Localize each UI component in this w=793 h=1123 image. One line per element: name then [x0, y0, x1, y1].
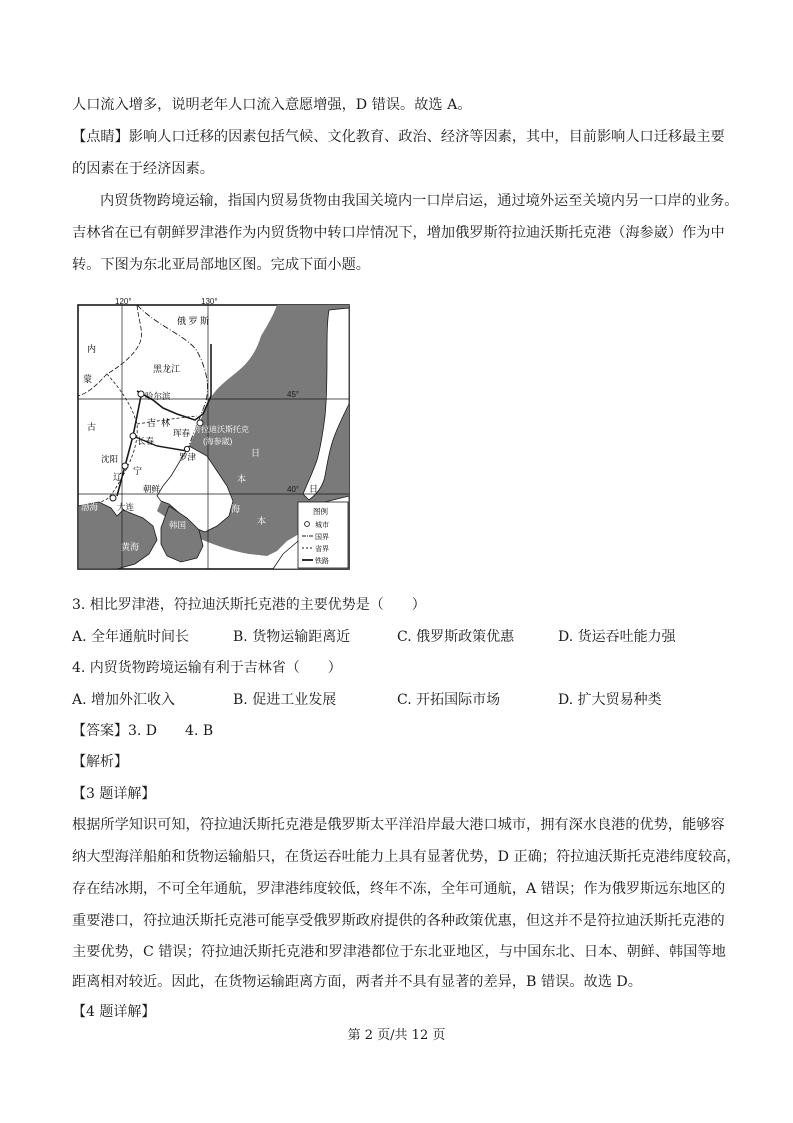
map-label: 日: [251, 448, 261, 458]
map-label: 长春: [137, 436, 155, 446]
detail-3-tag: 【3 题详解】: [72, 786, 156, 802]
detail-3-line: 纳大型海洋船舶和货物运输船只，在货运吞吐能力上具有显著优势，D 正确；符拉迪沃斯托克港纬度较高，: [72, 849, 741, 865]
map-label: 本: [237, 474, 247, 484]
legend-city: 城市: [315, 522, 329, 529]
tip-text: 影响人口迁移的因素包括气候、文化教育、政治、经济等因素，其中，目前影响人口迁移最主要: [128, 129, 725, 145]
map-label: (海参崴): [203, 437, 233, 446]
map-label: 辽: [113, 472, 123, 482]
map-label: 林: [161, 418, 171, 428]
map-label: 沈阳: [101, 454, 119, 464]
q3-option-d: D. 货运吞吐能力强: [558, 629, 676, 645]
detail-3-line: 存在结冰期，不可全年通航，罗津港纬度较低，终年不冻，全年可通航，A 错误；作为俄罗斯远东地区的: [72, 881, 726, 897]
text-line: 内贸货物跨境运输，指国内贸易货物由我国关境内一口岸启运，通过境外运至关境内另一口岸的业务。: [100, 193, 739, 209]
legend-national: 国界: [315, 534, 329, 541]
map-label: 韩国: [169, 520, 187, 530]
page-footer: 第 2 页/共 12 页: [347, 1028, 446, 1043]
map-label: 罗津: [179, 452, 197, 462]
answer-line: [72, 722, 213, 740]
map-label: 古: [87, 422, 97, 432]
map-label: 本: [257, 516, 267, 526]
detail-3-line: 根据所学知识可知，符拉迪沃斯托克港是俄罗斯太平洋沿岸最大港口城市，拥有深水良港的优势，能够容: [72, 817, 725, 833]
map-legend: [298, 502, 348, 568]
detail-4-tag: 【4 题详解】: [72, 1004, 156, 1020]
lon-120-label: 120°: [115, 297, 132, 306]
map-label: 日: [309, 484, 319, 494]
lon-130-label: 130°: [201, 297, 218, 306]
map-label: 蒙: [83, 374, 93, 384]
map-label: 黑龙江: [153, 364, 181, 374]
answer-value: 3. D 4. B: [128, 723, 214, 739]
northeast-asia-map: [77, 296, 350, 570]
map-label: 渤海: [81, 502, 99, 512]
map-label: 宁: [133, 466, 143, 476]
lat-40-label: 40°: [287, 485, 300, 494]
detail-3-line: 重要港口，符拉迪沃斯托克港可能享受俄罗斯政府提供的各种政策优惠，但这并不是符拉迪沃斯托克港的: [72, 913, 725, 929]
text-line: 转。下图为东北亚局部地区图。完成下面小题。: [72, 257, 370, 273]
map-label: 朝鲜: [143, 484, 161, 494]
map-label: 俄 罗 斯: [177, 316, 210, 326]
legend-provincial: 省界: [315, 546, 329, 553]
q4-option-d: D. 扩大贸易种类: [558, 692, 662, 708]
map-label: 海: [231, 504, 241, 514]
q3-option-c: C. 俄罗斯政策优惠: [397, 629, 515, 645]
q3-option-a: A. 全年通航时间长: [72, 629, 190, 645]
text-line: 人口流入增多，说明老年人口流入意愿增强，D 错误。故选 A。: [72, 97, 472, 113]
lat-45-label: 45°: [287, 390, 300, 399]
question-4-stem: 4. 内贸货物跨境运输有利于吉林省（ ）: [72, 660, 342, 676]
map-label: 内: [87, 344, 97, 354]
map-label: 吉: [147, 418, 157, 428]
legend-railway: 铁路: [315, 558, 329, 565]
text-line: 的因素在于经济因素。: [72, 161, 214, 177]
tip-tag: 【点睛】: [72, 129, 129, 145]
question-3-stem: 3. 相比罗津港，符拉迪沃斯托克港的主要优势是（ ）: [72, 597, 426, 613]
map-label: 符拉迪沃斯托克: [193, 425, 249, 434]
text-line: [72, 128, 725, 146]
map-label: 大连: [117, 502, 135, 512]
answer-tag: 【答案】: [72, 723, 128, 739]
detail-3-line: 主要优势，C 错误；符拉迪沃斯托克港和罗津港都位于东北亚地区，与中国东北、日本、朝鲜、韩国等地: [72, 944, 726, 960]
q4-option-c: C. 开拓国际市场: [397, 692, 501, 708]
map-label: 珲春: [173, 428, 191, 438]
map-label: 哈尔滨: [145, 391, 171, 401]
detail-3-line: 距离相对较近。因此，在货物运输距离方面，两者并不具有显著的差异，B 错误。故选 D。: [72, 974, 642, 990]
q3-option-b: B. 货物运输距离近: [233, 629, 351, 645]
analysis-tag: 【解析】: [72, 754, 128, 770]
legend-title: 图例: [313, 507, 328, 516]
map-label: 黄海: [121, 542, 140, 552]
text-line: 吉林省在已有朝鲜罗津港作为内贸货物中转口岸情况下，增加俄罗斯符拉迪沃斯托克港（海参崴）作为中: [72, 225, 725, 241]
q4-option-a: A. 增加外汇收入: [72, 692, 176, 708]
q4-option-b: B. 促进工业发展: [233, 692, 337, 708]
